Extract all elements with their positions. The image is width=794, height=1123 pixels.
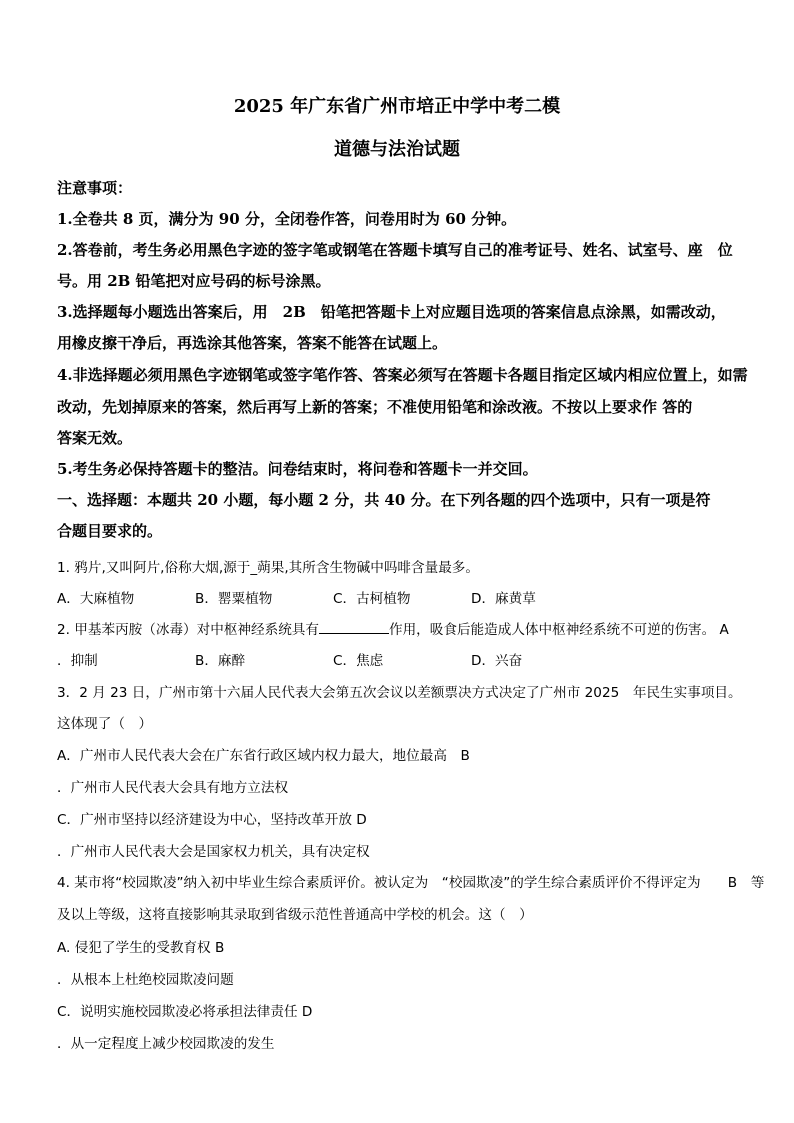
answer-blank [319, 621, 389, 634]
question-4-stem-cont: 及以上等级，这将直接影响其录取到省级示范性普通高中学校的机会。这（ ） [57, 907, 533, 923]
option-d: D．麻黄草 [471, 591, 536, 607]
question-3-option-line: A．广州市人民代表大会在广东省行政区域内权力最大，地位最高 B [57, 748, 470, 764]
question-3-option-line: ．广州市人民代表大会是国家权力机关，具有决定权 [57, 844, 370, 860]
page-subtitle: 道德与法治试题 [334, 139, 460, 160]
question-4-option-line: A. 侵犯了学生的受教育权 B [57, 940, 225, 956]
question-2-stem [57, 618, 754, 638]
option-b: B．麻醉 [195, 653, 246, 669]
option-c: C．古柯植物 [333, 591, 411, 607]
note-line: 5.考生务必保持答题卡的整洁。问卷结束时，将问卷和答题卡一并交回。 [57, 460, 538, 478]
question-4-stem: 4. 某市将“校园欺凌”纳入初中毕业生综合素质评价。被认定为 “校园欺凌”的学生综合素质评价不得评定为 B 等 [57, 875, 765, 891]
section-heading: 一、选择题：本题共 20 小题，每小题 2 分，共 40 分。在下列各题的四个选项中，只有一项是符 [57, 491, 711, 509]
question-2-stem-part1: 2. 甲基苯丙胺（冰毒）对中枢神经系统具有 [57, 622, 319, 638]
question-1-options [57, 587, 754, 607]
option-c: C．焦虑 [333, 653, 384, 669]
note-line: 1.全卷共 8 页，满分为 90 分，全闭卷作答，问卷用时为 60 分钟。 [57, 210, 517, 228]
question-2-options [57, 649, 754, 669]
question-3-stem: 3．2 月 23 日，广州市第十六届人民代表大会第五次会议以差额票决方式决定了广州市 2025 年民生实事项目。 [57, 685, 742, 701]
question-3-option-line: C．广州市坚持以经济建设为中心，坚持改革开放 D [57, 812, 367, 828]
notes-heading: 注意事项： [57, 179, 133, 197]
question-3-option-line: ．广州市人民代表大会具有地方立法权 [57, 780, 289, 796]
note-line: 用橡皮擦干净后，再选涂其他答案，答案不能答在试题上。 [57, 334, 448, 352]
question-1-stem: 1. 鸦片,又叫阿片,俗称大烟,源于_蒴果,其所含生物碱中吗啡含量最多。 [57, 560, 479, 576]
option-b: B．罂粟植物 [195, 591, 273, 607]
question-2-stem-part2: 作用，吸食后能造成人体中枢神经系统不可逆的伤害。 A [388, 622, 729, 638]
note-line: 号。用 2B 铅笔把对应号码的标号涂黑。 [57, 272, 331, 290]
note-line: 改动，先划掉原来的答案，然后再写上新的答案；不准使用铅笔和涂改液。不按以上要求作 答的 [57, 398, 693, 416]
note-line: 答案无效。 [57, 429, 133, 447]
question-4-option-line: ．从根本上杜绝校园欺凌问题 [57, 972, 234, 988]
note-line: 2.答卷前，考生务必用黑色字迹的签字笔或钢笔在答题卡填写自己的准考证号、姓名、试室号、座 位 [57, 241, 733, 259]
note-line: 3.选择题每小题选出答案后，用 2B 铅笔把答题卡上对应题目选项的答案信息点涂黑，如需改动， [57, 303, 726, 321]
option-a: ．抑制 [57, 653, 98, 669]
option-d: D．兴奋 [471, 653, 523, 669]
option-a: A．大麻植物 [57, 591, 135, 607]
question-3-stem-cont: 这体现了（ ） [57, 716, 153, 732]
note-line: 4.非选择题必须用黑色字迹钢笔或签字笔作答、答案必须写在答题卡各题目指定区域内相应位置上，如需 [57, 366, 748, 384]
page-title: 2025 年广东省广州市培正中学中考二模 [233, 96, 561, 117]
question-4-option-line: ．从一定程度上减少校园欺凌的发生 [57, 1036, 275, 1052]
section-heading-cont: 合题目要求的。 [57, 522, 163, 540]
question-4-option-line: C．说明实施校园欺凌必将承担法律责任 D [57, 1004, 313, 1020]
